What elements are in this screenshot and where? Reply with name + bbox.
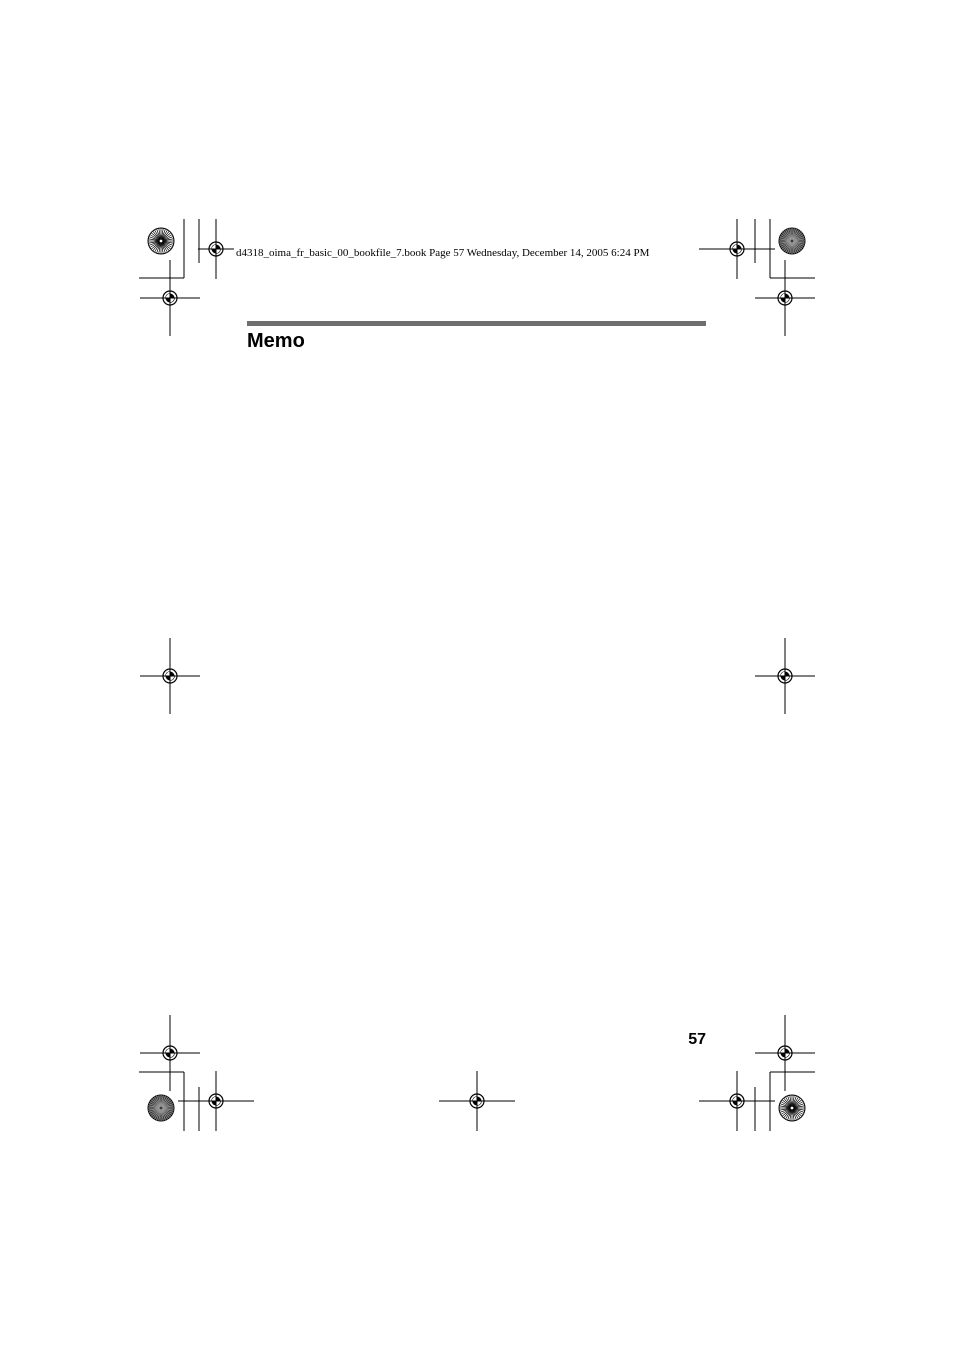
print-header-info: d4318_oima_fr_basic_00_bookfile_7.book Page 57 Wednesday, December 14, 2005 6:24 PM — [236, 247, 650, 259]
registration-crosshair-icon — [140, 260, 200, 336]
page-number: 57 — [688, 1031, 706, 1048]
starburst-target-icon — [779, 228, 805, 254]
registration-crosshair-icon — [755, 638, 815, 714]
registration-crosshair-icon — [198, 219, 234, 279]
registration-crosshair-icon — [439, 1071, 515, 1131]
registration-crosshair-icon — [699, 1071, 775, 1131]
starburst-target-icon — [148, 1095, 174, 1121]
starburst-target-icon — [148, 228, 174, 254]
registration-crosshair-icon — [755, 260, 815, 336]
section-title: Memo — [247, 330, 305, 352]
registration-crosshair-icon — [178, 1071, 254, 1131]
registration-crosshair-icon — [140, 638, 200, 714]
registration-crosshair-icon — [140, 1015, 200, 1091]
registration-crosshair-icon — [755, 1015, 815, 1091]
title-rule — [247, 321, 706, 326]
starburst-target-icon — [779, 1095, 805, 1121]
registration-crosshair-icon — [699, 219, 775, 279]
